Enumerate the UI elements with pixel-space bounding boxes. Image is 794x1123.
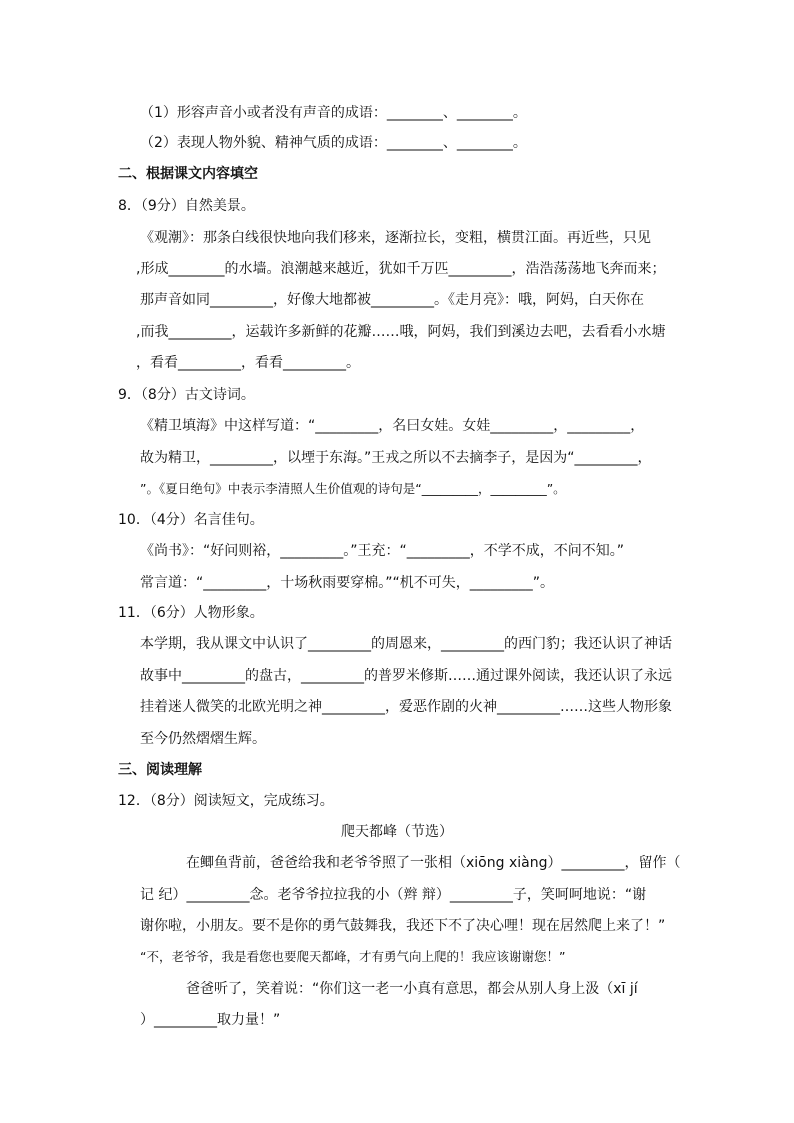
- section-2-heading: 二、根据课文内容填空: [118, 166, 258, 182]
- question-8-text: ，看看_________，看看_________。: [136, 355, 360, 371]
- question-8-text: ,形成________的水墙。浪潮越来越近，犹如千万匹_________，浩浩荡荡地飞奔而来；: [136, 261, 666, 277]
- question-9-text: 《精卫填海》中这样写道：“_________，名曰女娃。女娃_________，_________，: [140, 418, 645, 434]
- question-11-text: 故事中_________的盘古，_________的普罗米修斯……通过课外阅读，我还认识了永远: [140, 668, 672, 684]
- passage-text: ）_________取力量！”: [140, 1012, 281, 1028]
- question-12-title: 12．（8分）阅读短文，完成练习。: [118, 793, 334, 809]
- passage-text: 谢你啦，小朋友。要不是你的勇气鼓舞我，我还下不了决心哩！现在居然爬上来了！”: [140, 918, 666, 934]
- question-8-title: 8．（9分）自然美景。: [118, 198, 255, 214]
- question-10-text: 常言道：“_________，十场秋雨要穿棉。”“机不可失，_________”。: [140, 575, 555, 591]
- question-11-title: 11．（6分）人物形象。: [118, 605, 264, 621]
- question-11-text: 本学期，我从课文中认识了_________的周恩来，_________的西门豹；我还认识了神话: [140, 636, 672, 652]
- idiom-question-2: （2）表现人物外貌、精神气质的成语：________、________。: [140, 135, 527, 151]
- question-10-title: 10．（4分）名言佳句。: [118, 512, 264, 528]
- question-8-text: ,而我_________，运载许多新鲜的花瓣……哦，阿妈，我们到溪边去吧，去看看小水塘: [136, 324, 666, 340]
- question-9-text: ”。《夏日绝句》中表示李清照人生价值观的诗句是“_________，_________”。: [140, 481, 566, 496]
- section-3-heading: 三、阅读理解: [118, 762, 202, 778]
- question-10-text: 《尚书》：“好问则裕，_________。”王充：“_________，不学不成，不问不知。”: [140, 543, 625, 559]
- idiom-question-1: （1）形容声音小或者没有声音的成语：________、________。: [140, 105, 527, 121]
- question-8-text: 《观潮》：那条白线很快地向我们移来，逐渐拉长，变粗，横贯江面。再近些，只见: [140, 230, 651, 246]
- passage-text: 爸爸听了，笑着说：“你们这一老一小真有意思，都会从别人身上汲（xī jí: [186, 981, 638, 997]
- passage-text: 在鲫鱼背前，爸爸给我和老爷爷照了一张相（xiōng xiàng）_________，留作（: [186, 855, 681, 871]
- question-11-text: 挂着迷人微笑的北欧光明之神_________，爱恶作剧的火神_________……这些人物形象: [140, 699, 672, 715]
- passage-text: 记 纪）_________念。老爷爷拉拉我的小（辫 辩）_________子，笑呵呵地说：“谢: [140, 887, 647, 903]
- question-9-title: 9．（8分）古文诗词。: [118, 387, 255, 403]
- question-9-text: 故为精卫，_________，以堙于东海。”王戎之所以不去摘李子，是因为“_________，: [140, 450, 652, 466]
- passage-title: 爬天都峰（节选）: [341, 824, 453, 840]
- question-8-text: 那声音如同_________，好像大地都被_________。《走月亮》：哦，阿妈，白天你在: [140, 292, 644, 308]
- question-11-text: 至今仍然熠熠生辉。: [140, 731, 266, 747]
- passage-text: “不，老爷爷，我是看您也要爬天都峰，才有勇气向上爬的！我应该谢谢您！”: [140, 949, 566, 964]
